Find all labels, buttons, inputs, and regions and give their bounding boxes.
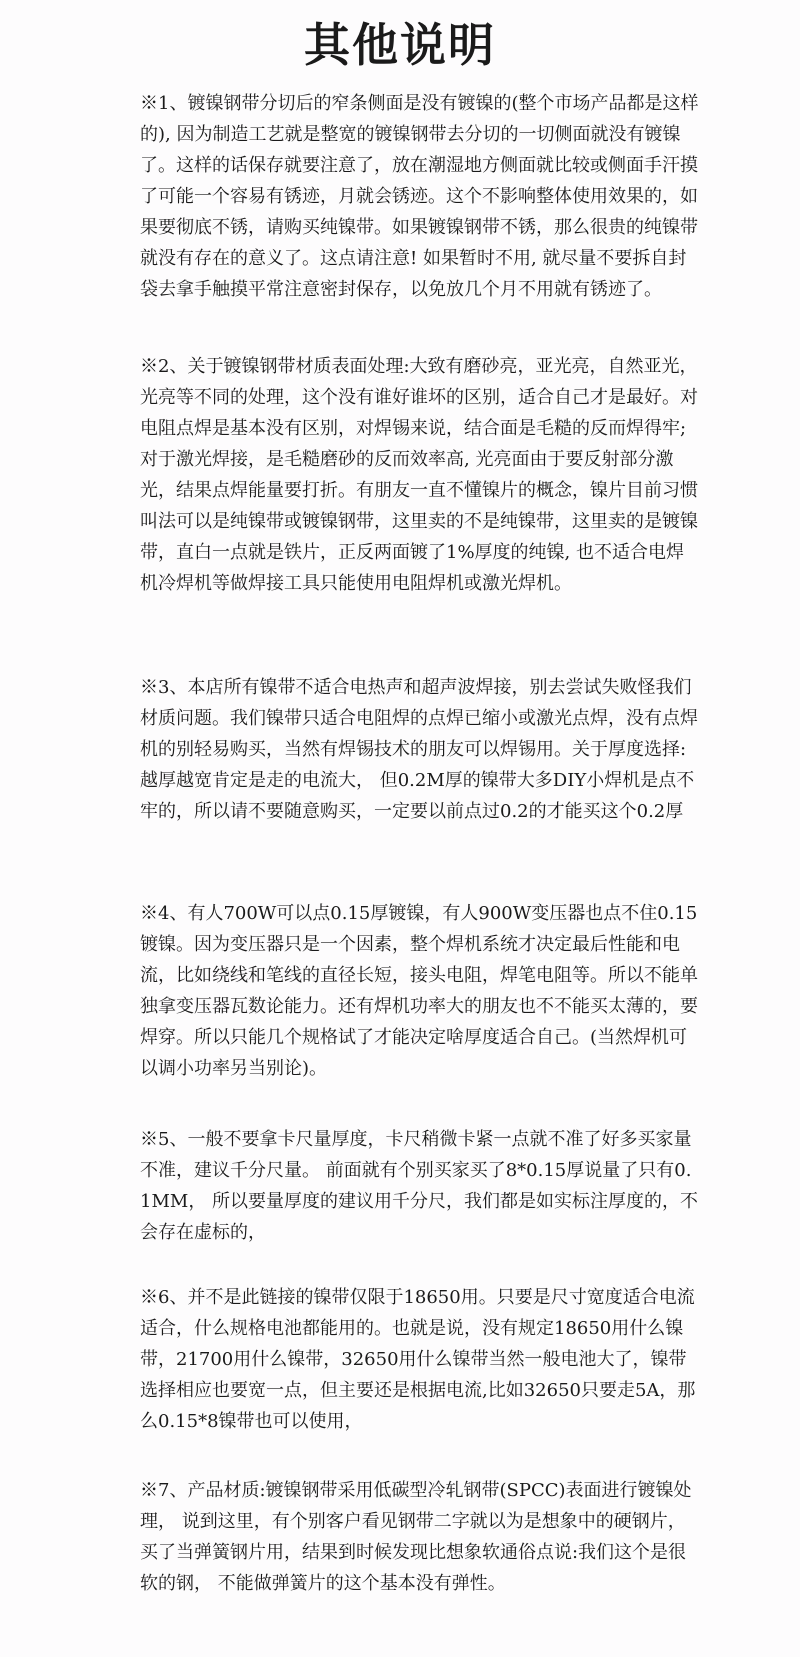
note-paragraph-6: ※6、并不是此链接的镍带仅限于18650用。只要是尺寸宽度适合电流适合，什么规格电池都能用的。也就是说，没有规定18650用什么镍带，21700用什么镍带，32650用什么镍带当然一般电池大了，镍带选择相应也要宽一点，但主要还是根据电流,比如32650只要走5A，那么0.15*8镍带也可以使用，	[140, 1287, 696, 1432]
note-paragraph-2: ※2、关于镀镍钢带材质表面处理:大致有磨砂亮，亚光亮，自然亚光，光亮等不同的处理，这个没有谁好谁坏的区别，适合自己才是最好。对电阻点焊是基本没有区别，对焊锡来说，结合面是毛糙的反而焊得牢;对于激光焊接，是毛糙磨砂的反而效率高, 光亮面由于要反射部分激光，结果点焊能量要打折。有朋友一直不懂镍片的概念，镍片目前习惯叫法可以是纯镍带或镀镍钢带，这里卖的不是纯镍带，这里卖的是镀镍带，直白一点就是铁片，正反两面镀了1%厚度的纯镍, 也不适合电焊机冷焊机等做焊接工具只能使用电阻焊机或激光焊机。	[140, 356, 698, 594]
note-paragraph-3: ※3、本店所有镍带不适合电热声和超声波焊接，别去尝试失败怪我们材质问题。我们镍带只适合电阻焊的点焊已缩小或激光点焊，没有点焊机的别轻易购买，当然有焊锡技术的朋友可以焊锡用。关于厚度选择:越厚越宽肯定是走的电流大， 但0.2M厚的镍带大多DIY小焊机是点不牢的，所以请不要随意购买，一定要以前点过0.2的才能买这个0.2厚	[140, 677, 698, 822]
note-paragraph-1: ※1、镀镍钢带分切后的窄条侧面是没有镀镍的(整个市场产品都是这样的), 因为制造工艺就是整宽的镀镍钢带去分切的一切侧面就没有镀镍了。这样的话保存就要注意了，放在潮湿地方侧面就比较或侧面手汗摸了可能一个容易有锈迹，月就会锈迹。这个不影响整体使用效果的，如果要彻底不锈，请购买纯镍带。如果镀镍钢带不锈，那么很贵的纯镍带就没有存在的意义了。这点请注意! 如果暂时不用, 就尽量不要拆自封袋去拿手触摸平常注意密封保存，以免放几个月不用就有锈迹了。	[140, 93, 699, 300]
page-title: 其他说明	[304, 18, 496, 72]
note-paragraph-4: ※4、有人700W可以点0.15厚镀镍，有人900W变压器也点不住0.15镀镍。因为变压器只是一个因素，整个焊机系统才决定最后性能和电流，比如绕线和笔线的直径长短，接头电阻，焊笔电阻等。所以不能单独拿变压器瓦数论能力。还有焊机功率大的朋友也不不能买太薄的，要焊穿。所以只能几个规格试了才能决定啥厚度适合自己。(当然焊机可以调小功率另当别论)。	[140, 903, 698, 1079]
note-paragraph-5: ※5、一般不要拿卡尺量厚度，卡尺稍微卡紧一点就不准了好多买家量不准，建议千分尺量。 前面就有个别买家买了8*0.15厚说量了只有0.1MM， 所以要量厚度的建议用千分尺，我们都是如实标注厚度的，不会存在虚标的，	[140, 1129, 699, 1243]
note-paragraph-7: ※7、产品材质:镀镍钢带采用低碳型冷轧钢带(SPCC)表面进行镀镍处理， 说到这里，有个别客户看见钢带二字就以为是想象中的硬钢片，买了当弹簧钢片用，结果到时候发现比想象软通俗点说:我们这个是很软的钢， 不能做弹簧片的这个基本没有弹性。	[140, 1480, 692, 1594]
